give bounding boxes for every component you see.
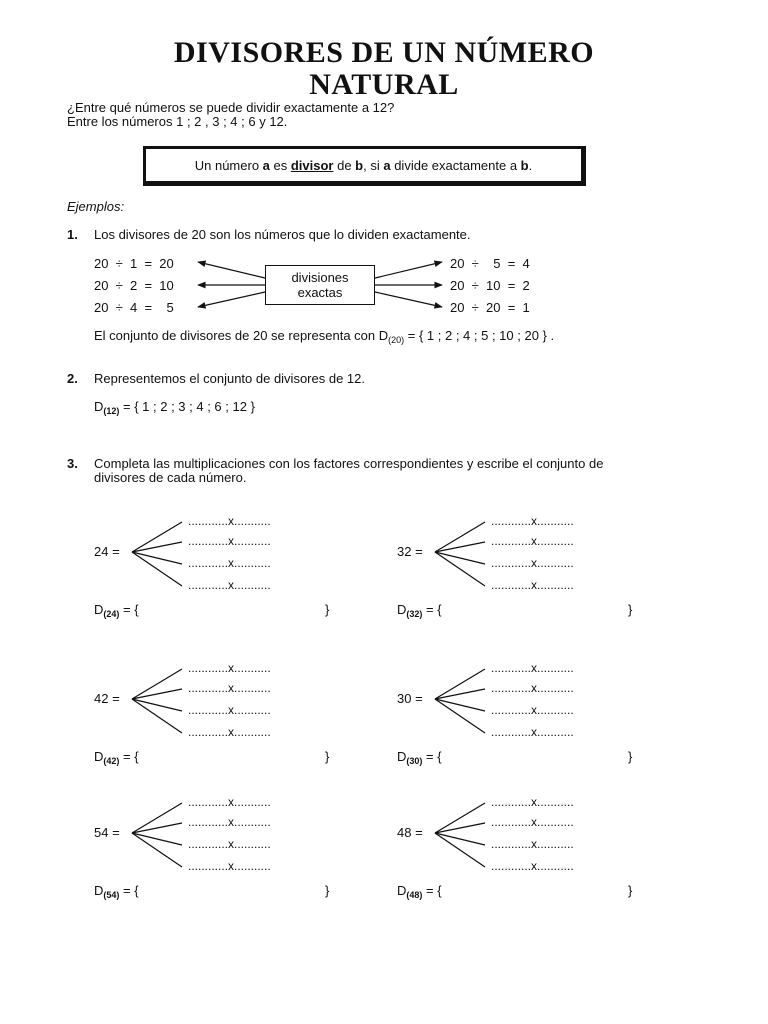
definition-text: , si [363,158,384,173]
division-left-2: 20 ÷ 2 = 10 [94,278,174,293]
branch-line [435,833,485,845]
factor-blank[interactable]: ............x........... [188,795,271,809]
set-subscript: (54) [103,890,120,900]
factor-blank[interactable]: ............x........... [491,556,574,570]
division-right-1: 20 ÷ 5 = 4 [450,256,530,271]
set-d: D [94,399,104,414]
factor-blank[interactable]: ............x........... [491,681,574,695]
set-close-brace: } [325,749,330,764]
branch-line [435,699,485,711]
set-values: = { 1 ; 2 ; 4 ; 5 ; 10 ; 20 } . [404,328,555,343]
set-subscript: (12) [103,406,120,416]
factor-blank[interactable]: ............x........... [491,661,574,675]
definition-text: Un número [194,158,263,173]
set-subscript: (30) [406,756,423,766]
example-1-text: Los divisores de 20 son los números que lo dividen exactamente. [94,227,471,242]
factor-blank[interactable]: ............x........... [491,703,574,717]
branch-line [132,699,182,711]
set-close-brace: } [628,602,633,617]
factor-blank[interactable]: ............x........... [188,703,271,717]
set-d: D [397,883,407,898]
set-close-brace: } [325,602,330,617]
branch-line [132,833,182,867]
set-open: = { [119,749,139,764]
page-title-line2: NATURAL [309,68,459,101]
factor-blank[interactable]: ............x........... [188,514,271,528]
example-2-text: Representemos el conjunto de divisores de 12. [94,371,365,386]
factor-blank[interactable]: ............x........... [188,661,271,675]
set-open: = { [119,602,139,617]
set-close-brace: } [628,749,633,764]
intro-question: ¿Entre qué números se puede dividir exactamente a 12? [67,100,395,115]
example-number: 3. [67,456,78,471]
arrow-left-1 [198,262,265,278]
branch-line [435,699,485,733]
division-right-2: 20 ÷ 10 = 2 [450,278,530,293]
arrow-left-3 [198,292,265,307]
set-text: El conjunto de divisores de 20 se representa con D [94,328,389,343]
set-close-brace: } [628,883,633,898]
definition-text: de [333,158,356,173]
definition-text: divide exactamente a [390,158,521,173]
set-subscript: (48) [406,890,423,900]
branch-line [435,552,485,586]
branch-line [132,552,182,586]
set-open: = { [119,883,139,898]
arrow-right-3 [375,292,442,307]
exercise-number-label: 42 = [94,691,120,706]
set-open: = { [422,883,442,898]
exercise-number-label: 24 = [94,544,120,559]
factor-blank[interactable]: ............x........... [491,514,574,528]
branch-line [435,833,485,867]
set-open: = { [422,749,442,764]
branch-line [435,552,485,564]
division-left-1: 20 ÷ 1 = 20 [94,256,174,271]
definition-var-a: a [262,158,270,173]
factor-blank[interactable]: ............x........... [491,815,574,829]
set-d: D [397,602,407,617]
examples-label: Ejemplos: [67,199,125,214]
set-open: = { [422,602,442,617]
division-left-3: 20 ÷ 4 = 5 [94,300,174,315]
set-subscript: (42) [103,756,120,766]
branch-line [132,552,182,564]
set-subscript: (32) [406,609,423,619]
definition-var-b: b [355,158,364,173]
page-title: DIVISORES DE UN NÚMERO [173,36,595,69]
set-d: D [397,749,407,764]
definition-var-a: a [383,158,391,173]
set-d: D [94,602,104,617]
set-d: D [94,883,104,898]
example-3-text-line2: divisores de cada número. [94,470,247,485]
factor-blank[interactable]: ............x........... [491,725,574,739]
branch-line [132,699,182,733]
factor-blank[interactable]: ............x........... [188,681,271,695]
factor-blank[interactable]: ............x........... [491,578,574,592]
set-subscript: (20) [388,335,405,345]
arrow-right-1 [375,262,442,278]
factor-blank[interactable]: ............x........... [491,534,574,548]
exercise-number-label: 48 = [397,825,423,840]
box-label: exactas [297,285,343,300]
intro-answer: Entre los números 1 ; 2 , 3 ; 4 ; 6 y 12. [67,114,288,129]
definition-var-b: b [520,158,529,173]
factor-blank[interactable]: ............x........... [188,815,271,829]
example-number: 2. [67,371,78,386]
definition-text: . [528,158,533,173]
factor-blank[interactable]: ............x........... [188,578,271,592]
branch-line [132,833,182,845]
set-values: = { 1 ; 2 ; 3 ; 4 ; 6 ; 12 } [119,399,255,414]
factor-blank[interactable]: ............x........... [491,837,574,851]
division-right-3: 20 ÷ 20 = 1 [450,300,530,315]
factor-blank[interactable]: ............x........... [188,859,271,873]
set-d: D [94,749,104,764]
factor-blank[interactable]: ............x........... [491,859,574,873]
definition-text: es [269,158,291,173]
factor-blank[interactable]: ............x........... [188,837,271,851]
box-label: divisiones [291,270,349,285]
exercise-number-label: 54 = [94,825,120,840]
set-close-brace: } [325,883,330,898]
example-number: 1. [67,227,78,242]
definition-keyword: divisor [290,158,334,173]
set-subscript: (24) [103,609,120,619]
factor-blank[interactable]: ............x........... [188,556,271,570]
exercise-number-label: 32 = [397,544,423,559]
factor-blank[interactable]: ............x........... [491,795,574,809]
factor-blank[interactable]: ............x........... [188,725,271,739]
factor-blank[interactable]: ............x........... [188,534,271,548]
exercise-number-label: 30 = [397,691,423,706]
example-3-text: Completa las multiplicaciones con los factores correspondientes y escribe el conjunto de [94,456,604,471]
